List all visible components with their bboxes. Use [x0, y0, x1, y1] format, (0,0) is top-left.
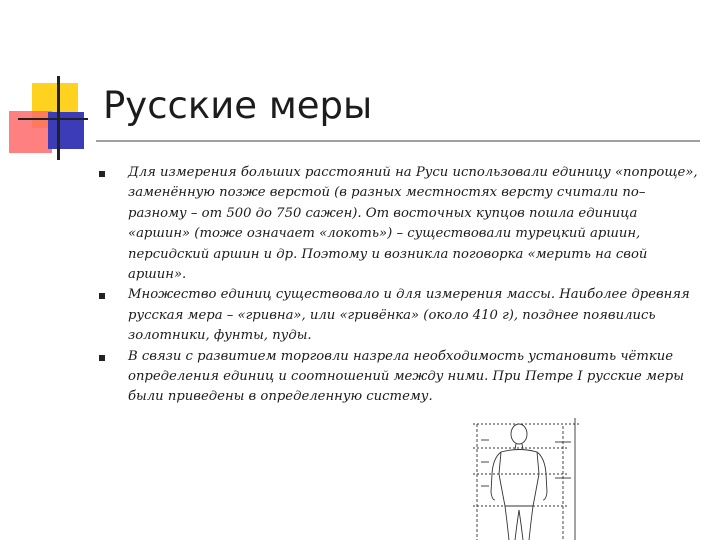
bullet-text: В связи с развитием торговли назрела необходимость установить чёткие определения единиц и соотношений между ними. При Петре I русские меры были приведены в определенную систему. — [128, 348, 684, 405]
bullet-text: Множество единиц существовало и для измерения массы. Наиболее древняя русская мера – «гривна», или «гривёнка» (около 410 г), позднее появились золотники, фунты, пуды. — [128, 287, 690, 344]
slide-title: Русские меры — [103, 84, 373, 127]
square-bullet-icon — [99, 355, 105, 361]
square-bullet-icon — [99, 293, 105, 299]
title-divider — [96, 140, 700, 142]
bullet-item — [99, 285, 699, 346]
bullet-item — [99, 347, 699, 408]
bullet-item — [99, 163, 699, 285]
bullet-text: Для измерения больших расстояний на Руси использовали единицу «попроще», заменённую позже верстой (в разных местностях версту считали по–разному – от 500 до 750 сажен). От восточных купцов пошла единица «аршин» (тоже означает «локоть») – существовали турецкий аршин, персидский аршин и др. Поэтому и возникла поговорка «мерить на свой аршин». — [128, 165, 698, 283]
square-bullet-icon — [99, 171, 105, 177]
human-body-measurement-drawing — [455, 418, 590, 540]
decor-horizontal-line — [18, 118, 88, 120]
bullet-list — [99, 163, 699, 408]
